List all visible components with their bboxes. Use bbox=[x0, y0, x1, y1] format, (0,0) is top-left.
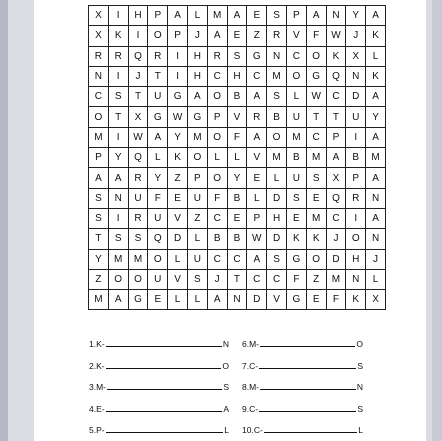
grid-cell[interactable]: B bbox=[267, 107, 287, 127]
grid-cell[interactable]: Q bbox=[326, 66, 346, 86]
grid-cell[interactable]: C bbox=[207, 66, 227, 86]
grid-cell[interactable]: A bbox=[168, 6, 188, 26]
grid-cell[interactable]: M bbox=[207, 6, 227, 26]
clue-item bbox=[89, 378, 229, 392]
grid-cell[interactable]: M bbox=[128, 249, 148, 269]
clue-number: 2.K- bbox=[89, 360, 105, 371]
grid-cell[interactable]: U bbox=[148, 269, 168, 289]
grid-cell[interactable]: P bbox=[247, 208, 267, 228]
grid-cell[interactable]: C bbox=[227, 249, 247, 269]
clue-last-letter: O bbox=[356, 339, 363, 349]
grid-cell[interactable]: G bbox=[286, 249, 306, 269]
grid-cell[interactable]: X bbox=[346, 46, 366, 66]
grid-cell[interactable]: S bbox=[128, 229, 148, 249]
grid-cell[interactable]: V bbox=[168, 208, 188, 228]
grid-cell[interactable]: G bbox=[286, 290, 306, 310]
grid-cell[interactable]: Y bbox=[227, 168, 247, 188]
grid-cell[interactable]: Z bbox=[168, 168, 188, 188]
grid-cell[interactable]: N bbox=[346, 66, 366, 86]
clue-number: 7.C- bbox=[242, 360, 259, 371]
grid-cell[interactable]: N bbox=[89, 66, 109, 86]
grid-cell[interactable]: L bbox=[168, 249, 188, 269]
grid-cell[interactable]: V bbox=[247, 148, 267, 168]
answer-blank[interactable] bbox=[264, 431, 357, 433]
grid-cell[interactable]: W bbox=[306, 87, 326, 107]
grid-cell[interactable]: S bbox=[227, 46, 247, 66]
grid-cell[interactable]: R bbox=[267, 26, 287, 46]
grid-cell[interactable]: S bbox=[89, 188, 109, 208]
clue-item bbox=[242, 335, 363, 349]
grid-row bbox=[89, 107, 386, 127]
grid-cell[interactable]: T bbox=[148, 66, 168, 86]
grid-cell[interactable]: L bbox=[267, 168, 287, 188]
grid-cell[interactable]: H bbox=[187, 66, 207, 86]
grid-cell[interactable]: T bbox=[306, 107, 326, 127]
grid-cell[interactable]: L bbox=[366, 46, 386, 66]
grid-cell[interactable]: M bbox=[326, 269, 346, 289]
grid-cell[interactable]: G bbox=[187, 107, 207, 127]
grid-row bbox=[89, 148, 386, 168]
grid-row bbox=[89, 269, 386, 289]
grid-cell[interactable]: S bbox=[108, 229, 128, 249]
grid-cell[interactable]: U bbox=[148, 208, 168, 228]
grid-cell[interactable]: M bbox=[306, 148, 326, 168]
grid-cell[interactable]: I bbox=[168, 46, 188, 66]
grid-cell[interactable]: M bbox=[108, 249, 128, 269]
clue-item bbox=[242, 421, 363, 435]
answer-blank[interactable] bbox=[260, 345, 355, 347]
grid-cell[interactable]: U bbox=[286, 107, 306, 127]
grid-cell[interactable]: E bbox=[306, 290, 326, 310]
grid-cell[interactable]: H bbox=[346, 249, 366, 269]
answer-blank[interactable] bbox=[259, 367, 356, 369]
grid-cell[interactable]: J bbox=[366, 249, 386, 269]
grid-cell[interactable]: U bbox=[286, 168, 306, 188]
clue-number: 1.K- bbox=[89, 339, 105, 349]
grid-cell[interactable]: V bbox=[267, 290, 287, 310]
grid-cell[interactable]: Z bbox=[247, 26, 267, 46]
grid-cell[interactable]: D bbox=[267, 229, 287, 249]
grid-cell[interactable]: I bbox=[108, 66, 128, 86]
clue-last-letter: S bbox=[357, 403, 363, 414]
clue-last-letter: S bbox=[223, 382, 229, 392]
grid-row bbox=[89, 127, 386, 147]
grid-cell[interactable]: E bbox=[247, 6, 267, 26]
grid-cell[interactable]: S bbox=[267, 249, 287, 269]
grid-cell[interactable]: K bbox=[366, 66, 386, 86]
grid-cell[interactable]: Z bbox=[306, 269, 326, 289]
grid-cell[interactable]: N bbox=[267, 46, 287, 66]
grid-cell[interactable]: N bbox=[366, 229, 386, 249]
grid-cell[interactable]: L bbox=[207, 148, 227, 168]
grid-cell[interactable]: L bbox=[187, 290, 207, 310]
grid-cell[interactable]: J bbox=[128, 66, 148, 86]
grid-cell[interactable]: D bbox=[267, 188, 287, 208]
grid-cell[interactable]: A bbox=[247, 249, 267, 269]
clue-number: 5.P- bbox=[89, 425, 105, 435]
grid-cell[interactable]: U bbox=[187, 188, 207, 208]
grid-cell[interactable]: Y bbox=[108, 148, 128, 168]
clue-item bbox=[242, 400, 363, 414]
grid-cell[interactable]: I bbox=[108, 127, 128, 147]
grid-cell[interactable]: X bbox=[89, 26, 109, 46]
grid-cell[interactable]: R bbox=[148, 46, 168, 66]
grid-cell[interactable]: A bbox=[306, 6, 326, 26]
clue-item bbox=[89, 335, 229, 349]
grid-cell[interactable]: U bbox=[148, 87, 168, 107]
grid-cell[interactable]: T bbox=[108, 107, 128, 127]
grid-cell[interactable]: T bbox=[326, 107, 346, 127]
grid-cell[interactable]: A bbox=[108, 168, 128, 188]
grid-cell[interactable]: D bbox=[326, 249, 346, 269]
grid-cell[interactable]: R bbox=[346, 188, 366, 208]
grid-cell[interactable]: Y bbox=[346, 6, 366, 26]
grid-row bbox=[89, 249, 386, 269]
grid-cell[interactable]: N bbox=[346, 269, 366, 289]
grid-row bbox=[89, 229, 386, 249]
clue-number: 6.M- bbox=[242, 339, 259, 349]
grid-cell[interactable]: E bbox=[227, 208, 247, 228]
clue-item bbox=[89, 357, 229, 371]
grid-cell[interactable]: M bbox=[306, 208, 326, 228]
grid-row bbox=[89, 168, 386, 188]
grid-cell[interactable]: H bbox=[227, 66, 247, 86]
grid-cell[interactable]: I bbox=[346, 127, 366, 147]
grid-cell[interactable]: B bbox=[227, 188, 247, 208]
grid-cell[interactable]: W bbox=[168, 107, 188, 127]
grid-cell[interactable]: P bbox=[187, 168, 207, 188]
grid-cell[interactable]: Y bbox=[366, 107, 386, 127]
grid-cell[interactable]: W bbox=[128, 127, 148, 147]
grid-cell[interactable]: S bbox=[89, 208, 109, 228]
grid-cell[interactable]: C bbox=[326, 208, 346, 228]
grid-cell[interactable]: J bbox=[346, 26, 366, 46]
answer-blank[interactable] bbox=[260, 388, 356, 390]
grid-cell[interactable]: O bbox=[306, 249, 326, 269]
grid-cell[interactable]: C bbox=[89, 87, 109, 107]
grid-cell[interactable]: S bbox=[187, 269, 207, 289]
grid-cell[interactable]: O bbox=[207, 168, 227, 188]
clue-item bbox=[89, 421, 229, 435]
grid-cell[interactable]: O bbox=[346, 229, 366, 249]
grid-cell[interactable]: C bbox=[286, 46, 306, 66]
grid-cell[interactable]: B bbox=[207, 229, 227, 249]
grid-cell[interactable]: C bbox=[267, 269, 287, 289]
clue-last-letter: A bbox=[223, 403, 229, 414]
grid-row bbox=[89, 87, 386, 107]
answer-blank[interactable] bbox=[106, 410, 223, 412]
grid-cell[interactable]: S bbox=[108, 87, 128, 107]
grid-cell[interactable]: G bbox=[306, 66, 326, 86]
grid-cell[interactable]: S bbox=[306, 168, 326, 188]
grid-cell[interactable]: P bbox=[207, 107, 227, 127]
clue-item bbox=[242, 378, 363, 392]
grid-cell[interactable]: M bbox=[286, 127, 306, 147]
grid-cell[interactable]: O bbox=[207, 127, 227, 147]
grid-cell[interactable]: O bbox=[108, 269, 128, 289]
grid-cell[interactable]: T bbox=[89, 229, 109, 249]
grid-cell[interactable]: H bbox=[128, 6, 148, 26]
grid-cell[interactable]: N bbox=[366, 188, 386, 208]
grid-cell[interactable]: W bbox=[326, 26, 346, 46]
clue-last-letter: N bbox=[356, 382, 363, 392]
grid-cell[interactable]: X bbox=[366, 290, 386, 310]
grid-row bbox=[89, 26, 386, 46]
grid-cell[interactable]: K bbox=[306, 229, 326, 249]
grid-cell[interactable]: O bbox=[148, 26, 168, 46]
grid-cell[interactable]: A bbox=[366, 87, 386, 107]
grid-cell[interactable]: L bbox=[227, 148, 247, 168]
grid-cell[interactable]: O bbox=[187, 148, 207, 168]
answer-blank[interactable] bbox=[106, 431, 224, 433]
grid-cell[interactable]: M bbox=[89, 127, 109, 147]
grid-cell[interactable]: P bbox=[89, 148, 109, 168]
grid-cell[interactable]: U bbox=[346, 107, 366, 127]
grid-cell[interactable]: F bbox=[207, 188, 227, 208]
grid-cell[interactable]: I bbox=[128, 26, 148, 46]
grid-cell[interactable]: K bbox=[108, 26, 128, 46]
grid-cell[interactable]: F bbox=[286, 269, 306, 289]
grid-cell[interactable]: J bbox=[207, 269, 227, 289]
grid-cell[interactable]: M bbox=[187, 127, 207, 147]
grid-cell[interactable]: Q bbox=[148, 229, 168, 249]
grid-cell[interactable]: O bbox=[89, 107, 109, 127]
grid-cell[interactable]: A bbox=[366, 168, 386, 188]
grid-row bbox=[89, 208, 386, 228]
grid-cell[interactable]: A bbox=[207, 26, 227, 46]
grid-cell[interactable]: A bbox=[366, 208, 386, 228]
grid-cell[interactable]: M bbox=[89, 290, 109, 310]
grid-cell[interactable]: O bbox=[286, 66, 306, 86]
grid-cell[interactable]: L bbox=[168, 290, 188, 310]
grid-row bbox=[89, 46, 386, 66]
grid-cell[interactable]: S bbox=[286, 188, 306, 208]
grid-cell[interactable]: O bbox=[128, 269, 148, 289]
grid-row bbox=[89, 188, 386, 208]
grid-cell[interactable]: C bbox=[247, 269, 267, 289]
clue-number: 4.E- bbox=[89, 403, 105, 414]
grid-cell[interactable]: R bbox=[128, 168, 148, 188]
grid-cell[interactable]: A bbox=[227, 6, 247, 26]
grid-cell[interactable]: U bbox=[187, 249, 207, 269]
answer-blank[interactable] bbox=[107, 388, 222, 390]
grid-cell[interactable]: Y bbox=[89, 249, 109, 269]
grid-cell[interactable]: E bbox=[148, 290, 168, 310]
grid-cell[interactable]: T bbox=[128, 87, 148, 107]
clue-item bbox=[242, 357, 363, 371]
grid-cell[interactable]: I bbox=[108, 6, 128, 26]
grid-cell[interactable]: Q bbox=[326, 188, 346, 208]
grid-cell[interactable]: A bbox=[247, 87, 267, 107]
grid-cell[interactable]: Y bbox=[168, 127, 188, 147]
answer-blank[interactable] bbox=[106, 367, 222, 369]
grid-cell[interactable]: S bbox=[267, 87, 287, 107]
grid-cell[interactable]: L bbox=[187, 229, 207, 249]
grid-cell[interactable]: V bbox=[286, 26, 306, 46]
grid-cell[interactable]: U bbox=[128, 188, 148, 208]
grid-cell[interactable]: T bbox=[227, 269, 247, 289]
grid-cell[interactable]: C bbox=[306, 127, 326, 147]
grid-cell[interactable]: E bbox=[227, 26, 247, 46]
grid-cell[interactable]: O bbox=[306, 46, 326, 66]
grid-cell[interactable]: J bbox=[326, 229, 346, 249]
grid-cell[interactable]: L bbox=[247, 188, 267, 208]
word-search-grid bbox=[88, 5, 386, 310]
grid-cell[interactable]: E bbox=[168, 188, 188, 208]
grid-cell[interactable]: N bbox=[227, 290, 247, 310]
grid-cell[interactable]: V bbox=[227, 107, 247, 127]
answer-blank[interactable] bbox=[106, 345, 222, 347]
grid-cell[interactable]: P bbox=[346, 168, 366, 188]
grid-cell[interactable]: M bbox=[267, 148, 287, 168]
grid-cell[interactable]: A bbox=[187, 87, 207, 107]
clue-number: 3.M- bbox=[89, 382, 106, 392]
grid-cell[interactable]: H bbox=[187, 46, 207, 66]
grid-row bbox=[89, 6, 386, 26]
clue-last-letter: L bbox=[224, 425, 229, 435]
grid-cell[interactable]: K bbox=[346, 290, 366, 310]
clue-last-letter: L bbox=[358, 425, 363, 435]
grid-cell[interactable]: N bbox=[326, 6, 346, 26]
grid-cell[interactable]: C bbox=[326, 87, 346, 107]
grid-cell[interactable]: A bbox=[148, 127, 168, 147]
grid-cell[interactable]: K bbox=[326, 46, 346, 66]
grid-cell[interactable]: A bbox=[366, 6, 386, 26]
grid-cell[interactable]: B bbox=[346, 148, 366, 168]
grid-cell[interactable]: B bbox=[286, 148, 306, 168]
clue-last-letter: S bbox=[357, 360, 363, 371]
grid-cell[interactable]: C bbox=[207, 208, 227, 228]
grid-row bbox=[89, 290, 386, 310]
grid-cell[interactable]: O bbox=[267, 127, 287, 147]
grid-cell[interactable]: L bbox=[187, 6, 207, 26]
grid-cell[interactable]: X bbox=[89, 6, 109, 26]
clue-number: 8.M- bbox=[242, 382, 259, 392]
grid-cell[interactable]: Z bbox=[89, 269, 109, 289]
grid-cell[interactable]: I bbox=[346, 208, 366, 228]
grid-cell[interactable]: J bbox=[187, 26, 207, 46]
grid-cell[interactable]: A bbox=[89, 168, 109, 188]
grid-cell[interactable]: A bbox=[366, 127, 386, 147]
clue-item bbox=[89, 400, 229, 414]
grid-cell[interactable]: M bbox=[366, 148, 386, 168]
right-scroll-margin bbox=[432, 0, 442, 441]
grid-cell[interactable]: A bbox=[247, 127, 267, 147]
clue-last-letter: N bbox=[222, 339, 229, 349]
grid-cell[interactable]: I bbox=[168, 66, 188, 86]
grid-cell[interactable]: K bbox=[286, 229, 306, 249]
grid-row bbox=[89, 66, 386, 86]
grid-cell[interactable]: O bbox=[207, 87, 227, 107]
grid-cell[interactable]: R bbox=[128, 208, 148, 228]
grid-cell[interactable]: D bbox=[346, 87, 366, 107]
grid-cell[interactable]: F bbox=[227, 127, 247, 147]
grid-cell[interactable]: R bbox=[247, 107, 267, 127]
grid-cell[interactable]: P bbox=[326, 127, 346, 147]
grid-cell[interactable]: D bbox=[168, 229, 188, 249]
grid-cell[interactable]: X bbox=[326, 168, 346, 188]
grid-cell[interactable]: P bbox=[168, 26, 188, 46]
grid-cell[interactable]: B bbox=[227, 87, 247, 107]
grid-cell[interactable]: H bbox=[267, 208, 287, 228]
grid-cell[interactable]: R bbox=[89, 46, 109, 66]
grid-cell[interactable]: F bbox=[148, 188, 168, 208]
grid-cell[interactable]: M bbox=[267, 66, 287, 86]
grid-cell[interactable]: Z bbox=[187, 208, 207, 228]
grid-cell[interactable]: P bbox=[286, 6, 306, 26]
grid-cell[interactable]: V bbox=[168, 269, 188, 289]
grid-cell[interactable]: L bbox=[148, 148, 168, 168]
grid-cell[interactable]: Q bbox=[128, 46, 148, 66]
grid-cell[interactable]: C bbox=[207, 249, 227, 269]
grid-cell[interactable]: A bbox=[207, 290, 227, 310]
grid-cell[interactable]: E bbox=[306, 188, 326, 208]
grid-cell[interactable]: E bbox=[247, 168, 267, 188]
grid-cell[interactable]: P bbox=[148, 6, 168, 26]
grid-cell[interactable]: O bbox=[148, 249, 168, 269]
grid-cell[interactable]: A bbox=[108, 290, 128, 310]
grid-cell[interactable]: C bbox=[247, 66, 267, 86]
grid-cell[interactable]: R bbox=[207, 46, 227, 66]
clue-last-letter: O bbox=[222, 360, 229, 371]
grid-cell[interactable]: Y bbox=[148, 168, 168, 188]
grid-cell[interactable]: G bbox=[247, 46, 267, 66]
clue-number: 9.C- bbox=[242, 403, 259, 414]
left-scroll-margin bbox=[0, 0, 8, 441]
grid-cell[interactable]: G bbox=[128, 290, 148, 310]
grid-cell[interactable]: D bbox=[247, 290, 267, 310]
grid-cell[interactable]: W bbox=[247, 229, 267, 249]
grid-cell[interactable]: G bbox=[148, 107, 168, 127]
grid-cell[interactable]: L bbox=[286, 87, 306, 107]
grid-cell[interactable]: B bbox=[227, 229, 247, 249]
grid-cell[interactable]: F bbox=[326, 290, 346, 310]
grid-cell[interactable]: A bbox=[326, 148, 346, 168]
grid-cell[interactable]: N bbox=[108, 188, 128, 208]
clue-number: 10.C- bbox=[242, 425, 263, 435]
grid-cell[interactable]: R bbox=[108, 46, 128, 66]
grid-cell[interactable]: I bbox=[108, 208, 128, 228]
answer-blank[interactable] bbox=[259, 410, 356, 412]
grid-cell[interactable]: E bbox=[286, 208, 306, 228]
grid-cell[interactable]: X bbox=[128, 107, 148, 127]
grid-cell[interactable]: L bbox=[366, 269, 386, 289]
grid-cell[interactable]: Q bbox=[128, 148, 148, 168]
grid-cell[interactable]: G bbox=[168, 87, 188, 107]
grid-cell[interactable]: K bbox=[366, 26, 386, 46]
grid-cell[interactable]: F bbox=[306, 26, 326, 46]
grid-cell[interactable]: S bbox=[267, 6, 287, 26]
grid-cell[interactable]: K bbox=[168, 148, 188, 168]
